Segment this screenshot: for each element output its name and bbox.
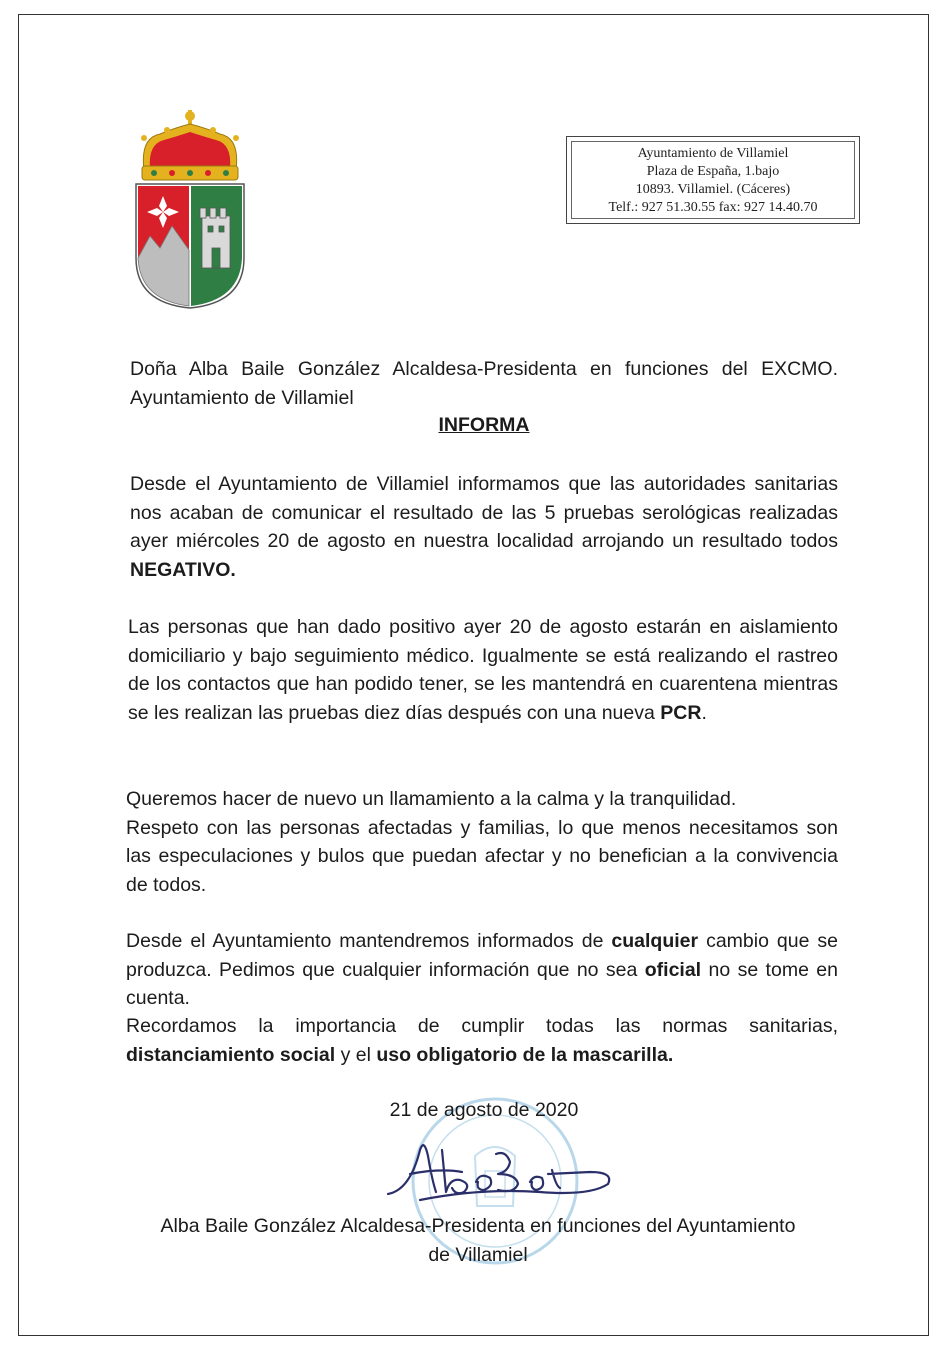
p2-text: Las personas que han dado positivo ayer 20 de agosto estarán en aislamiento domiciliario y bajo seguimiento médico. Igualmente se está realizando el rastreo de los contactos que han podido tener, se les mantendrá en cuarentena mientras se les realizan las pruebas diez días después con una nueva xyxy=(128,616,838,724)
p4-e: no se tome en cuenta. xyxy=(126,958,838,1009)
signer-block xyxy=(118,1212,838,1269)
paragraph-1 xyxy=(130,470,838,584)
address-line: Telf.: 927 51.30.55 fax: 927 14.40.70 xyxy=(608,200,818,215)
p1-text: Desde el Ayuntamiento de Villamiel informamos que las autoridades sanitarias nos acaban de comunicar el resultado de las 5 pruebas serológicas realizadas ayer miércoles 20 de agosto en nuestra localidad arrojando un resultado todos xyxy=(130,473,838,552)
address-line: 10893. Villamiel. (Cáceres) xyxy=(635,182,791,197)
p1-bold: NEGATIVO. xyxy=(130,558,236,581)
paragraph-2 xyxy=(128,613,838,727)
p2-bold: PCR xyxy=(660,701,702,724)
paragraph-5 xyxy=(126,1012,838,1069)
address-line: Plaza de España, 1.bajo xyxy=(646,164,780,179)
signer-line2: de Villamiel xyxy=(428,1243,528,1266)
paragraph-3 xyxy=(126,785,838,899)
p5-c: y el xyxy=(335,1043,377,1066)
p3-rest: Respeto con las personas afectadas y familias, lo que menos necesitamos son las especulaciones y bulos que puedan afectar y no benefician a la convivencia de todos. xyxy=(126,816,838,896)
intro-paragraph: Doña Alba Baile González Alcaldesa-Presidenta en funciones del EXCMO. Ayuntamiento de Villamiel xyxy=(130,358,838,409)
p3-line1: Queremos hacer de nuevo un llamamiento a la calma y la tranquilidad. xyxy=(126,788,737,810)
address-box xyxy=(566,136,860,224)
p5-a: Recordamos la importancia de cumplir todas las normas sanitarias, xyxy=(126,1015,838,1037)
p4-d: oficial xyxy=(644,958,702,981)
p4-a: Desde el Ayuntamiento mantendremos informados de xyxy=(126,930,612,952)
document-heading: INFORMA xyxy=(438,414,530,436)
crown-icon xyxy=(141,110,239,180)
tower-icon xyxy=(200,208,230,268)
coat-of-arms-icon xyxy=(130,108,250,313)
signer-line1: Alba Baile González Alcaldesa-Presidenta en funciones del Ayuntamiento xyxy=(160,1215,796,1237)
address-line: Ayuntamiento de Villamiel xyxy=(637,146,789,161)
p2-end: . xyxy=(701,701,707,724)
document-date: 21 de agosto de 2020 xyxy=(389,1099,579,1121)
p4-b: cualquier xyxy=(611,930,699,952)
paragraph-4 xyxy=(126,927,838,1013)
p5-d: uso obligatorio de la mascarilla. xyxy=(376,1043,674,1066)
p4-c: cambio que se produzca. Pedimos que cualquier información que no sea xyxy=(126,930,838,981)
p5-b: distanciamiento social xyxy=(126,1043,336,1066)
